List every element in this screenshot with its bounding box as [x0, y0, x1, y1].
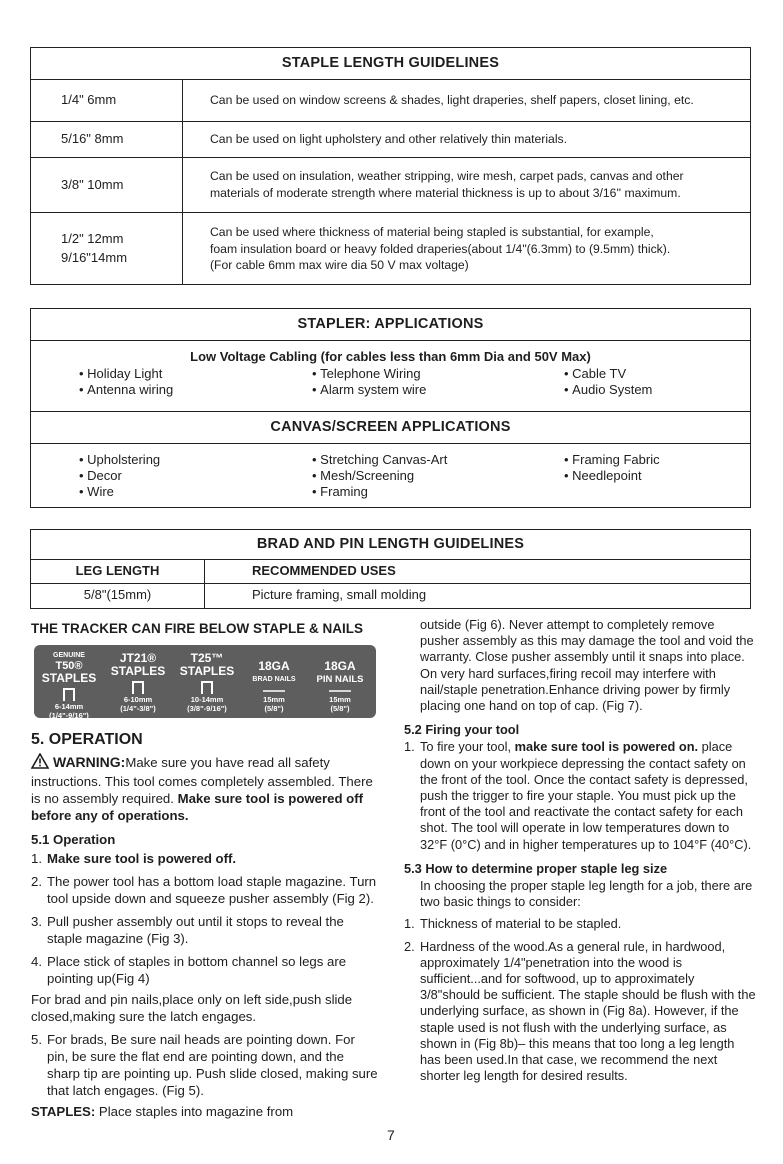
staple-use-text: Can be used on light upholstery and other relatively thin materials.	[210, 132, 568, 147]
list-item: • Framing Fabric	[564, 452, 660, 468]
fastener-kind: PIN NAILS	[316, 674, 364, 685]
staple-size-text: 1/4" 6mm	[61, 92, 117, 108]
staples-label: STAPLES:	[31, 1104, 96, 1119]
list-item: 1. Thickness of material to be stapled.	[404, 916, 756, 932]
pin-nail-icon	[329, 688, 351, 694]
warning-icon	[31, 753, 49, 773]
fastener-name: T50®	[55, 660, 83, 672]
staple-use-text: (For cable 6mm max wire dia 50 V max voltage)	[210, 258, 469, 273]
fastener-name: 18GA	[258, 659, 290, 673]
table-row	[31, 158, 750, 213]
fastener-size-inches: (3/8"-9/16")	[187, 704, 227, 713]
staple-use-cell	[183, 80, 750, 121]
fastener-size-inches: (5/8")	[264, 704, 284, 713]
staple-icon	[131, 680, 145, 694]
fastener-strip	[34, 645, 376, 718]
step-5-text: For brads, Be sure nail heads are pointing down. For pin, be sure the flat end are pointing down, and the sharp tip are pointing up. Push slide closed, making sure that latch engages. (Fig 5).	[47, 1032, 378, 1098]
low-voltage-title: Low Voltage Cabling (for cables less than 6mm Dia and 50V Max)	[190, 349, 591, 364]
step-1-text: Make sure tool is powered off.	[47, 851, 237, 866]
fastener-card	[308, 659, 372, 713]
leg-size-intro: In choosing the proper staple leg length for a job, there are two basic things to consider:	[420, 878, 753, 910]
staple-size-cell	[31, 158, 183, 212]
list-item: • Telephone Wiring	[312, 366, 426, 382]
applications-title: STAPLER: APPLICATIONS	[31, 309, 750, 341]
warning-paragraph	[31, 753, 379, 824]
fastener-kind: BRAD NAILS	[252, 676, 296, 683]
fastener-kind: STAPLES	[179, 664, 235, 678]
list-item: 2. Hardness of the wood.As a general rule, in hardwood, approximately 1/4"penetration into the wood is sufficient...and for softwood, up to approximately 3/8"should be sufficient. The staple should be flush with the underlying surface, as shown in (Fig 8a). However, if the staple used is not flush with the underlying surface, as shown in (Fig 8b)– this means that too long a leg length has been used.In that case, we recommend the next shorter leg length for desired results.	[404, 938, 756, 1084]
staple-use-text: Can be used on window screens & shades, light draperies, shelf papers, closet lining, etc.	[210, 93, 694, 108]
recommended-uses-value: Picture framing, small molding	[252, 587, 427, 602]
brad-pin-table	[30, 529, 751, 609]
staple-size-text: 9/16"14mm	[61, 250, 128, 265]
fastener-name: JT21®	[119, 651, 157, 665]
fastener-kind: STAPLES	[41, 671, 97, 685]
staple-table-title: STAPLE LENGTH GUIDELINES	[31, 48, 750, 80]
staple-size-cell	[31, 80, 183, 121]
operation-section	[31, 731, 379, 1126]
staple-size-text: 1/2" 12mm	[61, 231, 124, 247]
staple-use-text: foam insulation board or heavy folded draperies(about 1/4"(6.3mm) to (9.5mm) thick).	[210, 241, 671, 256]
staple-icon	[62, 687, 76, 701]
list-item: • Stretching Canvas-Art	[312, 452, 447, 468]
step-3-text: Pull pusher assembly out until it stops to reveal the staple magazine (Fig 3).	[47, 914, 344, 946]
staple-size-text: 3/8" 10mm	[61, 176, 124, 192]
fastener-size: 10-14mm	[190, 695, 224, 704]
list-item: 1. Make sure tool is powered off.	[31, 850, 379, 867]
recommended-uses-header: RECOMMENDED USES	[252, 563, 396, 578]
list-item: • Audio System	[564, 382, 652, 398]
fastener-genuine: GENUINE	[53, 652, 85, 659]
bullet-column	[312, 366, 426, 398]
list-item: 5. For brads, Be sure nail heads are pointing down. For pin, be sure the flat end are pointing down, and the sharp tip are pointing up. Push slide closed, making sure that latch engages. (Fig 5).	[31, 1032, 378, 1098]
step-2-text: The power tool has a bottom load staple magazine. Turn tool upside down and squeeze pusher assembly (Fig 2).	[47, 874, 377, 906]
list-item: • Holiday Light	[79, 366, 173, 382]
list-item: 3. Pull pusher assembly out until it stops to reveal the staple magazine (Fig 3).	[31, 913, 379, 947]
continued-paragraph: outside (Fig 6). Never attempt to completely remove pusher assembly as this may damage the tool and void the warranty. Close pusher assembly until it snaps into place. On very hard surfaces,firing recoil may interfere with nail/staple penetration.Enhance driving power by firmly placing one hand on top of cap. (Fig 7).	[420, 617, 754, 714]
table-row	[31, 213, 750, 285]
staple-length-table	[30, 47, 751, 285]
warning-label: WARNING:	[53, 754, 126, 770]
point-1-text: Thickness of material to be stapled.	[420, 916, 622, 932]
list-item: • Needlepoint	[564, 468, 660, 484]
staples-text: Place staples into magazine from	[95, 1104, 294, 1119]
list-item: 1. To fire your tool, make sure tool is powered on. place down on your workpiece depressing the contact safety on the front of the tool. Once the contact safety is depressed, push the trigger to fire your staple. You must pick up the front of the tool and reactivate the contact safety for each shot. The tool will operate in low temperatures down to 32°F (0°C) and in higher temperatures up to 104°F (40°C).	[404, 739, 752, 852]
fastener-card	[38, 651, 100, 720]
low-voltage-list	[31, 364, 750, 400]
point-2-text: Hardness of the wood.As a general rule, in hardwood, approximately 1/4"penetration into the wood is sufficient...and for softwood, up to approximately 3/8"should be sufficient. The staple should be flush with the underlying surface, as shown in (Fig 8a). However, if the staple used is not flush with the underlying surface, as shown in (Fig 8b)– this means that too long a leg length has been used.In that case, we recommend the next shorter leg length for desired results.	[420, 938, 756, 1084]
fire-text-bold: make sure tool is powered on.	[514, 739, 699, 755]
brad-nail-icon	[263, 688, 285, 694]
list-item: • Decor	[79, 468, 160, 484]
fastener-size: 6-10mm	[123, 695, 153, 704]
bullet-column	[79, 366, 173, 398]
bullet-column	[564, 452, 660, 484]
staple-icon	[200, 680, 214, 694]
page-number: 7	[387, 1127, 395, 1143]
table-row	[31, 80, 750, 122]
fastener-size-inches: (1/4"-3/8")	[120, 704, 156, 713]
subheading-5-1: 5.1 Operation	[31, 832, 116, 847]
bullet-column	[312, 452, 447, 500]
fastener-size-inches: (5/8")	[330, 704, 350, 713]
staple-use-cell	[183, 122, 750, 157]
fastener-size: 15mm	[263, 695, 285, 704]
warning-text: Make sure you have read all safety instructions. This tool comes completely assembled. There is no assembly required.	[31, 755, 373, 806]
leg-length-value: 5/8"(15mm)	[31, 584, 205, 608]
staple-use-cell	[183, 213, 750, 285]
leg-length-header: LEG LENGTH	[31, 560, 205, 583]
canvas-screen-title: CANVAS/SCREEN APPLICATIONS	[31, 411, 750, 444]
warning-bold-text: Make sure tool is powered off before any of operations.	[31, 791, 364, 823]
list-item: • Wire	[79, 484, 160, 500]
fastener-size: 6-14mm	[54, 702, 84, 711]
fastener-size-inches: (1/4"-9/16")	[49, 711, 89, 720]
tracker-title: THE TRACKER CAN FIRE BELOW STAPLE & NAILS	[31, 621, 363, 636]
list-item: • Mesh/Screening	[312, 468, 447, 484]
operation-heading: 5. OPERATION	[31, 731, 143, 748]
table-row	[31, 122, 750, 158]
staples-paragraph	[31, 1103, 379, 1120]
brad-table-row	[31, 584, 750, 608]
brad-table-header-row	[31, 560, 750, 584]
fastener-card	[243, 659, 305, 713]
list-item: • Cable TV	[564, 366, 652, 382]
staple-size-cell	[31, 122, 183, 157]
bullet-column	[564, 366, 652, 398]
brad-table-title: BRAD AND PIN LENGTH GUIDELINES	[31, 530, 750, 560]
subheading-5-3: 5.3 How to determine proper staple leg size	[404, 860, 668, 876]
staple-use-cell	[183, 158, 750, 212]
list-item: • Framing	[312, 484, 447, 500]
fastener-name: T25™	[190, 651, 224, 665]
step-4-note: For brad and pin nails,place only on left side,push slide closed,making sure the latch engages.	[31, 992, 353, 1024]
fire-text-b: place down on your workpiece depressing the contact safety on the front of the tool. Once the contact safety is depressed, push the trigger to fire your staple. You must pick up the front of the tool and reactivate the contact safety for each shot. The tool will operate in low temperatures down to 32°F (0°C) and in higher temperatures up to 104°F (40°C).	[420, 739, 752, 852]
bullet-column	[79, 452, 160, 500]
staple-size-cell	[31, 213, 183, 285]
staple-use-text: materials of moderate strength where material thickness is up to about 3/16'' maximum.	[210, 186, 681, 200]
staple-size-text: 5/16" 8mm	[61, 131, 124, 147]
right-column	[404, 617, 756, 1090]
fire-text-a: To fire your tool,	[420, 739, 515, 755]
list-item: • Antenna wiring	[79, 382, 173, 398]
subheading-5-2: 5.2 Firing your tool	[404, 722, 520, 738]
list-item: 4. Place stick of staples in bottom channel so legs are pointing up(Fig 4)	[31, 953, 379, 987]
staple-use-text: Can be used where thickness of material being stapled is substantial, for example,	[210, 224, 654, 239]
step-4-text: Place stick of staples in bottom channel so legs are pointing up(Fig 4)	[47, 954, 347, 986]
fastener-kind: STAPLES	[110, 664, 166, 678]
fastener-card	[105, 651, 171, 713]
applications-box	[30, 308, 751, 508]
staple-use-text: Can be used on insulation, weather stripping, wire mesh, carpet pads, canvas and other	[210, 169, 684, 184]
fastener-name: 18GA	[324, 659, 356, 673]
list-item: • Alarm system wire	[312, 382, 426, 398]
fastener-size: 15mm	[329, 695, 351, 704]
fastener-card	[174, 651, 240, 713]
list-item: 2. The power tool has a bottom load staple magazine. Turn tool upside down and squeeze pusher assembly (Fig 2).	[31, 873, 379, 907]
list-item: • Upholstering	[79, 452, 160, 468]
